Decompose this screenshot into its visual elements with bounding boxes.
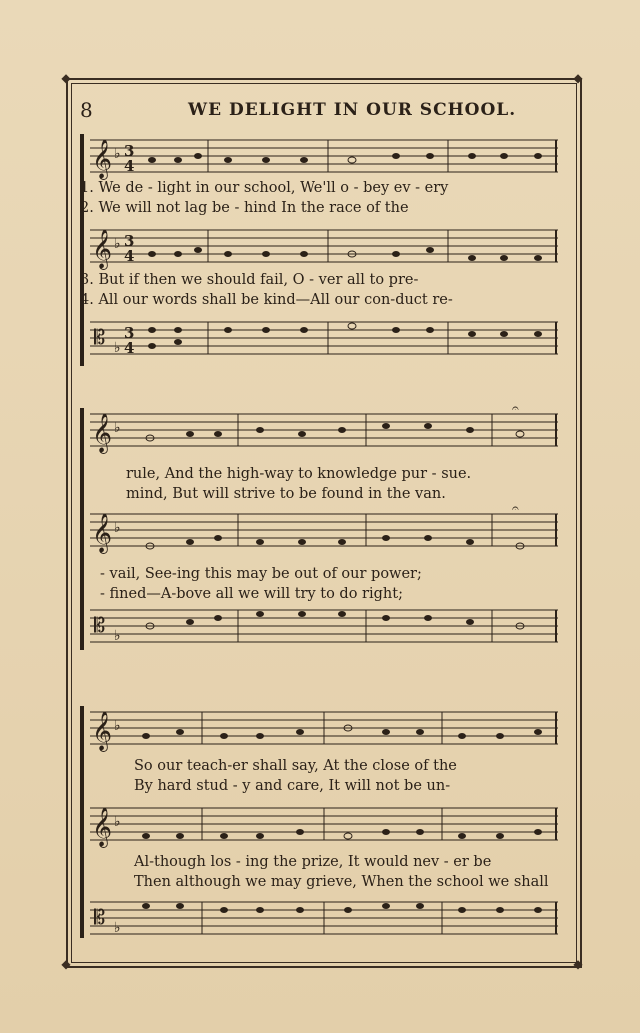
svg-text:𝄞: 𝄞 bbox=[92, 807, 113, 847]
svg-text:𝄐: 𝄐 bbox=[512, 401, 519, 415]
svg-text:♭: ♭ bbox=[114, 146, 121, 162]
staff-treble-2 bbox=[80, 224, 570, 270]
svg-text:𝄞: 𝄞 bbox=[92, 229, 113, 269]
svg-text:♭: ♭ bbox=[114, 340, 121, 356]
svg-text:4: 4 bbox=[124, 247, 135, 265]
lyric-line: 4. All our words shall be kind—All our con-duct re- bbox=[80, 292, 453, 308]
svg-text:4: 4 bbox=[124, 339, 135, 357]
svg-text:♭: ♭ bbox=[114, 236, 121, 252]
staff-treble-1 bbox=[80, 134, 570, 180]
lyric-line: By hard stud - y and care, It will not be un- bbox=[134, 778, 451, 794]
staff-bass bbox=[80, 604, 570, 650]
music-system-3 bbox=[80, 702, 570, 942]
svg-text:𝄞: 𝄞 bbox=[92, 711, 113, 751]
svg-text:♭: ♭ bbox=[114, 920, 121, 936]
staff-treble-1 bbox=[80, 401, 570, 454]
lyric-line: Al-though los - ing the prize, It would nev - er be bbox=[134, 854, 492, 870]
svg-text:3: 3 bbox=[124, 142, 135, 160]
lyric-line: Then although we may grieve, When the school we shall bbox=[134, 874, 549, 890]
lyric-line: 3. But if then we should fail, O - ver all to pre- bbox=[80, 272, 419, 288]
svg-text:3: 3 bbox=[124, 232, 135, 250]
staff-treble-1 bbox=[80, 706, 570, 752]
lyric-line: mind, But will strive to be found in the van. bbox=[126, 486, 446, 502]
corner-ornament: ◆ bbox=[573, 957, 583, 971]
lyric-line: - vail, See-ing this may be out of our power; bbox=[100, 566, 422, 582]
svg-text:𝄡: 𝄡 bbox=[94, 905, 106, 929]
svg-text:𝄡: 𝄡 bbox=[94, 325, 106, 349]
lyric-line: So our teach-er shall say, At the close of the bbox=[134, 758, 457, 774]
page-number: 8 bbox=[80, 98, 93, 122]
lyric-line: rule, And the high-way to knowledge pur - sue. bbox=[126, 466, 472, 482]
staff-bass bbox=[80, 896, 570, 942]
svg-text:♭: ♭ bbox=[114, 420, 121, 436]
corner-ornament: ◆ bbox=[573, 71, 583, 85]
svg-text:♭: ♭ bbox=[114, 814, 121, 830]
lyric-line: 1. We de - light in our school, We'll o - bey ev - ery bbox=[80, 180, 449, 196]
staff-treble-2 bbox=[80, 802, 570, 848]
svg-text:𝄞: 𝄞 bbox=[92, 513, 113, 553]
svg-text:♭: ♭ bbox=[114, 628, 121, 644]
lyric-line: 2. We will not lag be - hind In the race of the bbox=[80, 200, 409, 216]
svg-text:𝄞: 𝄞 bbox=[92, 139, 113, 179]
hymn-title: WE DELIGHT IN OUR SCHOOL. bbox=[188, 100, 517, 120]
svg-text:3: 3 bbox=[124, 324, 135, 342]
staff-bass bbox=[80, 316, 570, 362]
svg-text:𝄡: 𝄡 bbox=[94, 613, 106, 637]
svg-text:𝄐: 𝄐 bbox=[512, 501, 519, 515]
music-system-2 bbox=[80, 401, 570, 654]
svg-text:♭: ♭ bbox=[114, 718, 121, 734]
lyric-line: - fined—A-bove all we will try to do right; bbox=[100, 586, 403, 602]
svg-text:𝄞: 𝄞 bbox=[92, 413, 113, 453]
corner-ornament: ◆ bbox=[61, 71, 71, 85]
music-system-1 bbox=[80, 130, 570, 370]
corner-ornament: ◆ bbox=[61, 957, 71, 971]
svg-text:♭: ♭ bbox=[114, 520, 121, 536]
staff-treble-2 bbox=[80, 501, 570, 554]
svg-text:4: 4 bbox=[124, 157, 135, 175]
